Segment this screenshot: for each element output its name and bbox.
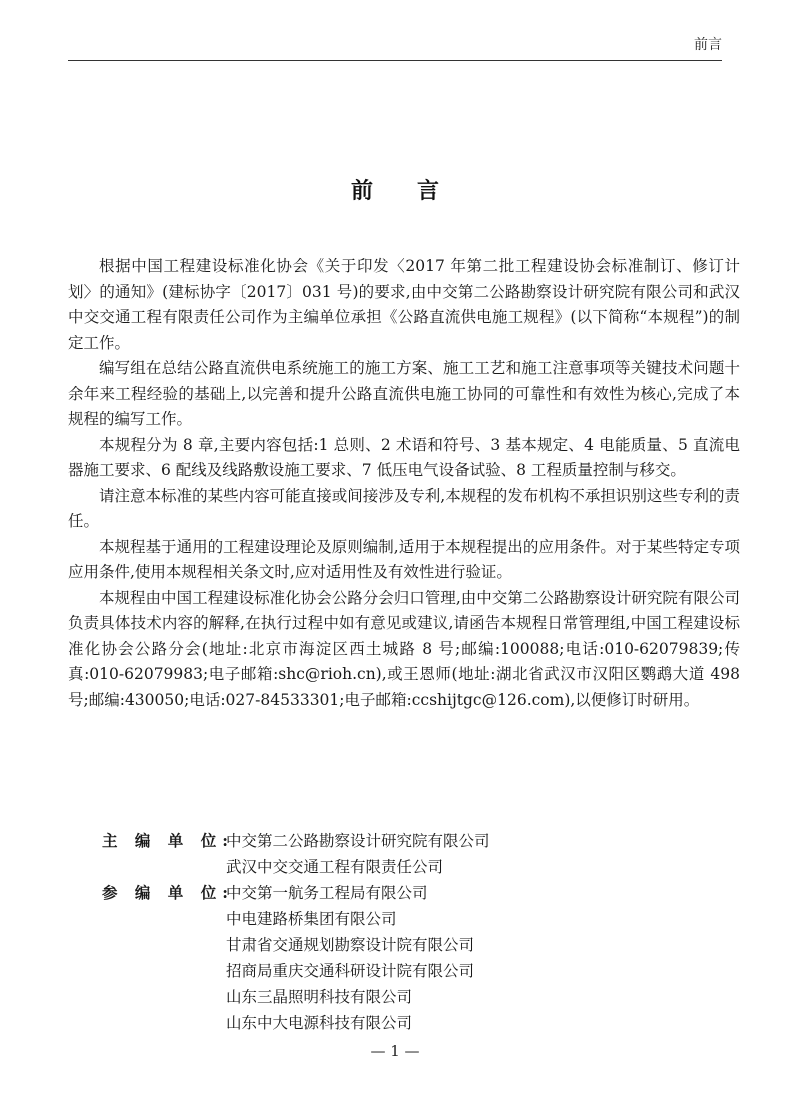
participating-units-group xyxy=(102,880,662,1036)
chief-units-label: 主 编 单 位: xyxy=(102,831,234,850)
preface-body xyxy=(68,254,740,713)
participating-unit: 中交第一航务工程局有限公司 xyxy=(226,884,428,902)
header-divider xyxy=(68,60,722,61)
paragraph: 请注意本标准的某些内容可能直接或间接涉及专利,本规程的发布机构不承担识别这些专利的责任。 xyxy=(68,486,740,530)
participating-unit: 山东中大电源科技有限公司 xyxy=(226,1014,413,1032)
participating-unit: 甘肃省交通规划勘察设计院有限公司 xyxy=(226,936,475,954)
participating-unit: 山东三晶照明科技有限公司 xyxy=(226,988,413,1006)
page-number: — 1 — xyxy=(370,1042,420,1060)
participating-unit: 中电建路桥集团有限公司 xyxy=(226,910,397,928)
running-header: 前言 xyxy=(694,37,722,53)
drafting-units xyxy=(102,828,662,1036)
page-title: 前言 xyxy=(350,178,483,204)
chief-unit: 武汉中交交通工程有限责任公司 xyxy=(226,858,444,876)
participating-units-list xyxy=(226,880,474,1036)
paragraph: 本规程分为 8 章,主要内容包括:1 总则、2 术语和符号、3 基本规定、4 电能质量、5 直流电器施工要求、6 配线及线路敷设施工要求、7 低压电气设备试验、8 工程质量控制与移交。 xyxy=(68,435,740,479)
paragraph: 本规程由中国工程建设标准化协会公路分会归口管理,由中交第二公路勘察设计研究院有限公司负责具体技术内容的解释,在执行过程中如有意见或建议,请函告本规程日常管理组,中国工程建设标准化协会公路分会(地址:北京市海淀区西土城路 8 号;邮编:100088;电话:010-62079839;传真:010-62079983;电子邮箱:shc@rioh.cn),或王恩师(地址:湖北省武汉市汉阳区鹦鹉大道 498 号;邮编:430050;电话:027-84533301;电子邮箱:ccshijtgc@126.com),以便修订时研用。 xyxy=(68,588,740,709)
chief-units-group xyxy=(102,828,662,880)
chief-units-list xyxy=(226,828,490,880)
chief-unit: 中交第二公路勘察设计研究院有限公司 xyxy=(226,832,490,850)
participating-units-label: 参 编 单 位: xyxy=(102,883,234,902)
paragraph: 编写组在总结公路直流供电系统施工的施工方案、施工工艺和施工注意事项等关键技术问题十余年来工程经验的基础上,以完善和提升公路直流供电施工协同的可靠性和有效性为核心,完成了本规程的编写工作。 xyxy=(68,359,740,428)
paragraph: 本规程基于通用的工程建设理论及原则编制,适用于本规程提出的应用条件。对于某些特定专项应用条件,使用本规程相关条文时,应对适用性及有效性进行验证。 xyxy=(68,537,740,581)
participating-unit: 招商局重庆交通科研设计院有限公司 xyxy=(226,962,475,980)
paragraph: 根据中国工程建设标准化协会《关于印发〈2017 年第二批工程建设协会标准制订、修订计划〉的通知》(建标协字〔2017〕031 号)的要求,由中交第二公路勘察设计研究院有限公司和武汉中交交通工程有限责任公司作为主编单位承担《公路直流供电施工规程》(以下简称“本规程”)的制定工作。 xyxy=(68,257,740,352)
